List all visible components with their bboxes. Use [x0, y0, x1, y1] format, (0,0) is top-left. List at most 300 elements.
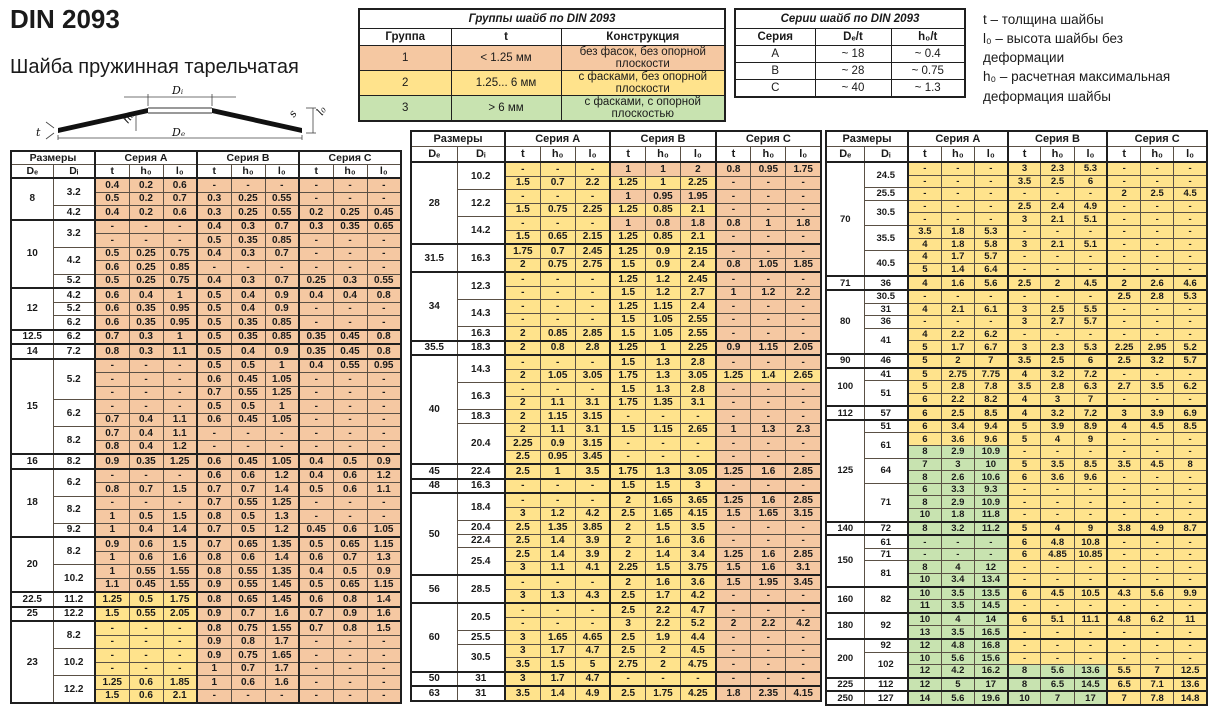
- value-cell: -: [129, 662, 163, 676]
- value-cell: -: [129, 359, 163, 373]
- value-cell: 8: [908, 471, 941, 484]
- value-cell: -: [751, 272, 786, 286]
- value-cell: -: [610, 410, 645, 424]
- value-cell: -: [716, 176, 751, 190]
- table-row: [11, 607, 401, 622]
- value-cell: 0.7: [299, 621, 333, 635]
- de-cell: 31.5: [411, 244, 457, 272]
- value-cell: 2.9: [941, 446, 974, 459]
- di-cell: 8.2: [53, 537, 95, 565]
- table-row: [826, 225, 1207, 238]
- value-cell: 10.85: [1074, 548, 1107, 561]
- value-cell: 1.25: [610, 176, 645, 190]
- value-cell: 1.6: [265, 676, 299, 690]
- value-cell: 0.95: [540, 450, 575, 464]
- de-cell: 125: [826, 420, 864, 522]
- value-cell: 0.35: [231, 316, 265, 330]
- value-cell: -: [129, 386, 163, 400]
- value-cell: 1.45: [265, 578, 299, 592]
- value-cell: 6.9: [1174, 406, 1207, 420]
- table-row: [411, 603, 821, 617]
- value-cell: -: [1174, 263, 1207, 276]
- value-cell: -: [610, 450, 645, 464]
- value-cell: -: [1141, 509, 1174, 522]
- di-cell: 14.2: [457, 217, 505, 245]
- value-cell: -: [908, 535, 941, 548]
- value-cell: 0.65: [333, 537, 367, 551]
- value-cell: 1.5: [95, 607, 129, 622]
- value-cell: 4.15: [681, 507, 716, 521]
- value-cell: 1: [163, 288, 197, 302]
- value-cell: 1.1: [163, 344, 197, 359]
- value-cell: -: [367, 247, 401, 261]
- value-cell: -: [333, 649, 367, 663]
- col-l0: l₀: [367, 165, 401, 179]
- value-cell: 0.4: [129, 523, 163, 537]
- value-cell: 2.1: [163, 689, 197, 703]
- value-cell: -: [129, 373, 163, 387]
- value-cell: 11: [1174, 613, 1207, 626]
- value-cell: -: [1107, 446, 1140, 459]
- value-cell: 0.5: [231, 523, 265, 537]
- value-cell: 0.4: [299, 359, 333, 373]
- value-cell: 2: [505, 369, 540, 383]
- value-cell: 0.9: [265, 302, 299, 316]
- value-cell: -: [1141, 162, 1174, 175]
- value-cell: -: [1107, 328, 1140, 341]
- value-cell: 4: [908, 251, 941, 264]
- value-cell: 2.75: [941, 368, 974, 381]
- value-cell: 3: [681, 479, 716, 494]
- col-l0: l₀: [1174, 147, 1207, 163]
- series-header: Серия B: [1008, 131, 1108, 147]
- de-cell: 180: [826, 613, 864, 639]
- col-l0: l₀: [265, 165, 299, 179]
- value-cell: 0.3: [333, 274, 367, 288]
- di-cell: 5.2: [53, 359, 95, 400]
- value-cell: -: [786, 672, 821, 687]
- value-cell: 7.75: [974, 368, 1007, 381]
- value-cell: 1.5: [505, 176, 540, 190]
- value-cell: 0.95: [163, 316, 197, 330]
- series-header: Серия C: [299, 151, 401, 165]
- value-cell: 3.5: [1008, 354, 1041, 368]
- col-di: Dᵢ: [457, 147, 505, 163]
- value-cell: -: [1041, 496, 1074, 509]
- value-cell: 0.9: [367, 565, 401, 579]
- value-cell: -: [974, 316, 1007, 329]
- value-cell: 0.3: [129, 330, 163, 345]
- value-cell: 4: [941, 613, 974, 626]
- value-cell: 3.9: [1141, 406, 1174, 420]
- value-cell: -: [786, 534, 821, 548]
- table-row: [826, 328, 1207, 341]
- value-cell: 2.55: [681, 313, 716, 327]
- value-cell: -: [575, 383, 610, 397]
- value-cell: -: [1174, 213, 1207, 226]
- value-cell: 3.5: [575, 464, 610, 479]
- de-cell: 16: [11, 454, 53, 469]
- di-cell: 16.3: [457, 383, 505, 410]
- value-cell: 1.5: [610, 286, 645, 300]
- value-cell: 3.6: [941, 433, 974, 446]
- value-cell: 3.5: [941, 600, 974, 613]
- value-cell: 5.2: [681, 617, 716, 631]
- group-number: 1: [359, 46, 451, 71]
- value-cell: 1.4: [941, 263, 974, 276]
- value-cell: 0.8: [367, 288, 401, 302]
- value-cell: -: [716, 327, 751, 341]
- value-cell: -: [163, 662, 197, 676]
- value-cell: -: [95, 496, 129, 510]
- value-cell: 0.6: [163, 206, 197, 220]
- value-cell: 1.8: [941, 225, 974, 238]
- value-cell: 0.6: [129, 551, 163, 565]
- value-cell: 1.25: [610, 203, 645, 217]
- value-cell: 1: [645, 341, 680, 356]
- value-cell: -: [1008, 600, 1041, 613]
- value-cell: -: [751, 396, 786, 410]
- value-cell: 0.8: [197, 510, 231, 524]
- di-cell: 5.2: [53, 302, 95, 316]
- value-cell: 1.25: [95, 676, 129, 690]
- value-cell: 6: [1008, 613, 1041, 626]
- value-cell: 5: [1008, 420, 1041, 433]
- group-thickness: < 1.25 мм: [451, 46, 561, 71]
- value-cell: 6: [1008, 471, 1041, 484]
- legend: [983, 10, 1205, 106]
- value-cell: -: [367, 316, 401, 330]
- value-cell: -: [941, 175, 974, 188]
- value-cell: 2.95: [1141, 341, 1174, 354]
- value-cell: 10.5: [1074, 587, 1107, 600]
- groups-col-construction: Конструкция: [561, 29, 725, 46]
- table-row: [411, 355, 821, 369]
- value-cell: 4.3: [1107, 587, 1140, 600]
- value-cell: -: [575, 286, 610, 300]
- value-cell: -: [505, 603, 540, 617]
- value-cell: -: [95, 635, 129, 649]
- value-cell: 0.8: [197, 551, 231, 565]
- value-cell: 2: [716, 617, 751, 631]
- value-cell: 3.05: [575, 369, 610, 383]
- value-cell: 2.2: [941, 328, 974, 341]
- groups-col-t: t: [451, 29, 561, 46]
- value-cell: -: [1107, 509, 1140, 522]
- value-cell: 2.85: [786, 548, 821, 562]
- value-cell: 1: [645, 176, 680, 190]
- value-cell: -: [540, 272, 575, 286]
- value-cell: 1.4: [751, 369, 786, 383]
- value-cell: 1.4: [540, 548, 575, 562]
- value-cell: 1.5: [645, 521, 680, 535]
- value-cell: 1.8: [786, 217, 821, 231]
- value-cell: 5.7: [1174, 354, 1207, 368]
- value-cell: 6.3: [1074, 381, 1107, 394]
- value-cell: -: [1107, 535, 1140, 548]
- value-cell: 0.9: [645, 244, 680, 258]
- value-cell: 1.25: [163, 454, 197, 469]
- value-cell: -: [716, 272, 751, 286]
- value-cell: -: [367, 427, 401, 441]
- value-cell: 3.5: [681, 521, 716, 535]
- value-cell: 0.9: [645, 258, 680, 272]
- table-row: [11, 469, 401, 483]
- value-cell: 0.6: [197, 373, 231, 387]
- value-cell: -: [610, 672, 645, 687]
- value-cell: 0.55: [231, 496, 265, 510]
- value-cell: -: [610, 437, 645, 451]
- value-cell: 2.25: [505, 437, 540, 451]
- value-cell: 0.75: [540, 258, 575, 272]
- value-cell: -: [1041, 251, 1074, 264]
- value-cell: 4.85: [1041, 548, 1074, 561]
- value-cell: 3: [1008, 213, 1041, 226]
- table-row: [826, 691, 1207, 705]
- series-name: A: [735, 46, 815, 63]
- value-cell: 1.15: [367, 537, 401, 551]
- value-cell: 0.3: [129, 344, 163, 359]
- value-cell: -: [1074, 225, 1107, 238]
- value-cell: 2.1: [681, 203, 716, 217]
- value-cell: 4.1: [575, 561, 610, 575]
- value-cell: 1.1: [163, 413, 197, 427]
- value-cell: 1.15: [540, 410, 575, 424]
- value-cell: 0.25: [129, 274, 163, 288]
- series-col-series: Серия: [735, 29, 815, 46]
- value-cell: 0.7: [265, 220, 299, 234]
- value-cell: 2.4: [681, 300, 716, 314]
- table-row: [826, 652, 1207, 665]
- col-l0: l₀: [163, 165, 197, 179]
- table-row: [411, 575, 821, 589]
- value-cell: -: [1141, 639, 1174, 652]
- value-cell: -: [1141, 316, 1174, 329]
- value-cell: -: [1107, 238, 1140, 251]
- value-cell: 4.9: [1074, 200, 1107, 213]
- value-cell: -: [1141, 548, 1174, 561]
- di-cell: 35.5: [864, 225, 908, 250]
- series-header: Серия A: [505, 131, 610, 147]
- value-cell: -: [1041, 574, 1074, 587]
- value-cell: 2.8: [575, 341, 610, 356]
- value-cell: -: [786, 176, 821, 190]
- value-cell: 0.5: [197, 330, 231, 345]
- spring-section-left: [58, 108, 148, 133]
- value-cell: 3: [505, 672, 540, 687]
- table-row: [11, 523, 401, 537]
- value-cell: -: [505, 272, 540, 286]
- value-cell: -: [941, 535, 974, 548]
- value-cell: 4.6: [1174, 276, 1207, 290]
- value-cell: -: [299, 496, 333, 510]
- value-cell: 5.6: [1041, 665, 1074, 678]
- value-cell: 0.5: [299, 578, 333, 592]
- value-cell: 0.9: [265, 288, 299, 302]
- value-cell: -: [1107, 561, 1140, 574]
- value-cell: 1.25: [610, 300, 645, 314]
- value-cell: 1.65: [265, 649, 299, 663]
- value-cell: -: [163, 386, 197, 400]
- value-cell: -: [716, 313, 751, 327]
- value-cell: -: [681, 450, 716, 464]
- value-cell: 2: [1107, 276, 1140, 290]
- di-cell: 4.2: [53, 247, 95, 274]
- value-cell: 2: [1107, 188, 1140, 201]
- table-row: [826, 406, 1207, 420]
- value-cell: 8.5: [1174, 420, 1207, 433]
- value-cell: 1.1: [367, 483, 401, 497]
- value-cell: 1.1: [540, 423, 575, 437]
- value-cell: 3.1: [575, 396, 610, 410]
- value-cell: -: [1141, 175, 1174, 188]
- col-h0: h₀: [129, 165, 163, 179]
- value-cell: 8: [908, 446, 941, 459]
- value-cell: 3: [941, 458, 974, 471]
- de-cell: 18: [11, 469, 53, 538]
- value-cell: 5: [1008, 458, 1041, 471]
- value-cell: 0.85: [645, 203, 680, 217]
- value-cell: 0.75: [231, 649, 265, 663]
- value-cell: 1.3: [645, 355, 680, 369]
- value-cell: 1.25: [716, 493, 751, 507]
- value-cell: -: [1107, 639, 1140, 652]
- value-cell: 1.7: [941, 341, 974, 354]
- value-cell: -: [681, 437, 716, 451]
- di-cell: 92: [864, 613, 908, 639]
- group-construction: с фасками, с опорной плоскостью: [561, 96, 725, 122]
- di-cell: 81: [864, 561, 908, 587]
- de-cell: 80: [826, 290, 864, 354]
- value-cell: -: [299, 676, 333, 690]
- value-cell: 0.85: [540, 327, 575, 341]
- value-cell: 0.7: [95, 427, 129, 441]
- value-cell: -: [333, 635, 367, 649]
- value-cell: 0.95: [645, 190, 680, 204]
- value-cell: 0.4: [129, 440, 163, 454]
- de-cell: 90: [826, 354, 864, 368]
- value-cell: 2.5: [505, 548, 540, 562]
- value-cell: -: [1107, 626, 1140, 639]
- value-cell: 1.7: [941, 251, 974, 264]
- value-cell: -: [95, 373, 129, 387]
- value-cell: 1.75: [610, 369, 645, 383]
- value-cell: -: [1107, 175, 1140, 188]
- value-cell: 13.5: [974, 587, 1007, 600]
- value-cell: 1: [163, 330, 197, 345]
- di-cell: 8.2: [53, 427, 95, 455]
- value-cell: -: [540, 479, 575, 494]
- value-cell: 1.5: [610, 383, 645, 397]
- value-cell: 1.05: [367, 523, 401, 537]
- col-h0: h₀: [1141, 147, 1174, 163]
- value-cell: -: [163, 621, 197, 635]
- value-cell: -: [367, 261, 401, 275]
- value-cell: 1.4: [265, 551, 299, 565]
- value-cell: 6: [1074, 175, 1107, 188]
- value-cell: -: [299, 400, 333, 414]
- value-cell: -: [751, 313, 786, 327]
- value-cell: 3.1: [575, 423, 610, 437]
- value-cell: 1.35: [265, 537, 299, 551]
- table-row: [411, 493, 821, 507]
- value-cell: 0.8: [197, 621, 231, 635]
- value-cell: 1.65: [751, 507, 786, 521]
- value-cell: -: [129, 234, 163, 248]
- value-cell: 1.65: [645, 493, 680, 507]
- value-cell: -: [1141, 561, 1174, 574]
- value-cell: 1.2: [540, 507, 575, 521]
- di-cell: 30.5: [864, 200, 908, 225]
- table-row: [11, 178, 401, 192]
- table-row: [826, 678, 1207, 692]
- value-cell: 3: [1008, 316, 1041, 329]
- value-cell: 5: [1008, 522, 1041, 536]
- value-cell: 10: [908, 613, 941, 626]
- value-cell: 5: [575, 658, 610, 672]
- de-cell: 34: [411, 272, 457, 341]
- table-row: [11, 274, 401, 288]
- series-h0t: ~ 0.75: [891, 63, 965, 80]
- value-cell: 0.3: [231, 247, 265, 261]
- value-cell: 4: [1107, 420, 1140, 433]
- value-cell: -: [197, 261, 231, 275]
- di-cell: 22.4: [457, 534, 505, 548]
- col-h0: h₀: [645, 147, 680, 163]
- value-cell: 8: [908, 522, 941, 536]
- value-cell: 1.8: [941, 238, 974, 251]
- value-cell: -: [95, 662, 129, 676]
- value-cell: -: [941, 548, 974, 561]
- value-cell: -: [1008, 483, 1041, 496]
- value-cell: -: [1174, 200, 1207, 213]
- di-cell: 16.3: [457, 479, 505, 494]
- value-cell: 1.95: [751, 575, 786, 589]
- value-cell: -: [540, 162, 575, 176]
- value-cell: 8.7: [1174, 522, 1207, 536]
- value-cell: 12: [908, 639, 941, 652]
- value-cell: 1.75: [645, 686, 680, 701]
- value-cell: -: [540, 383, 575, 397]
- value-cell: 3: [505, 589, 540, 603]
- value-cell: 0.7: [540, 176, 575, 190]
- col-l0: l₀: [974, 147, 1007, 163]
- value-cell: 3.5: [505, 686, 540, 701]
- legend-line-l0: l₀ – высота шайбы без деформации: [983, 31, 1123, 66]
- series-row-c: [735, 80, 965, 98]
- di-cell: 8.2: [53, 454, 95, 469]
- table-row: [11, 565, 401, 579]
- value-cell: 0.6: [197, 454, 231, 469]
- value-cell: 0.55: [231, 565, 265, 579]
- col-de: Dₑ: [826, 147, 864, 163]
- value-cell: -: [163, 496, 197, 510]
- value-cell: 1.1: [540, 561, 575, 575]
- value-cell: -: [1174, 652, 1207, 665]
- value-cell: -: [505, 190, 540, 204]
- value-cell: 0.85: [163, 261, 197, 275]
- value-cell: -: [908, 162, 941, 175]
- di-cell: 12.2: [457, 190, 505, 217]
- value-cell: -: [974, 175, 1007, 188]
- series-name: C: [735, 80, 815, 98]
- value-cell: 0.8: [716, 162, 751, 176]
- value-cell: 0.7: [197, 523, 231, 537]
- table-row: [826, 290, 1207, 303]
- value-cell: -: [786, 450, 821, 464]
- value-cell: 2.2: [645, 603, 680, 617]
- value-cell: -: [1174, 496, 1207, 509]
